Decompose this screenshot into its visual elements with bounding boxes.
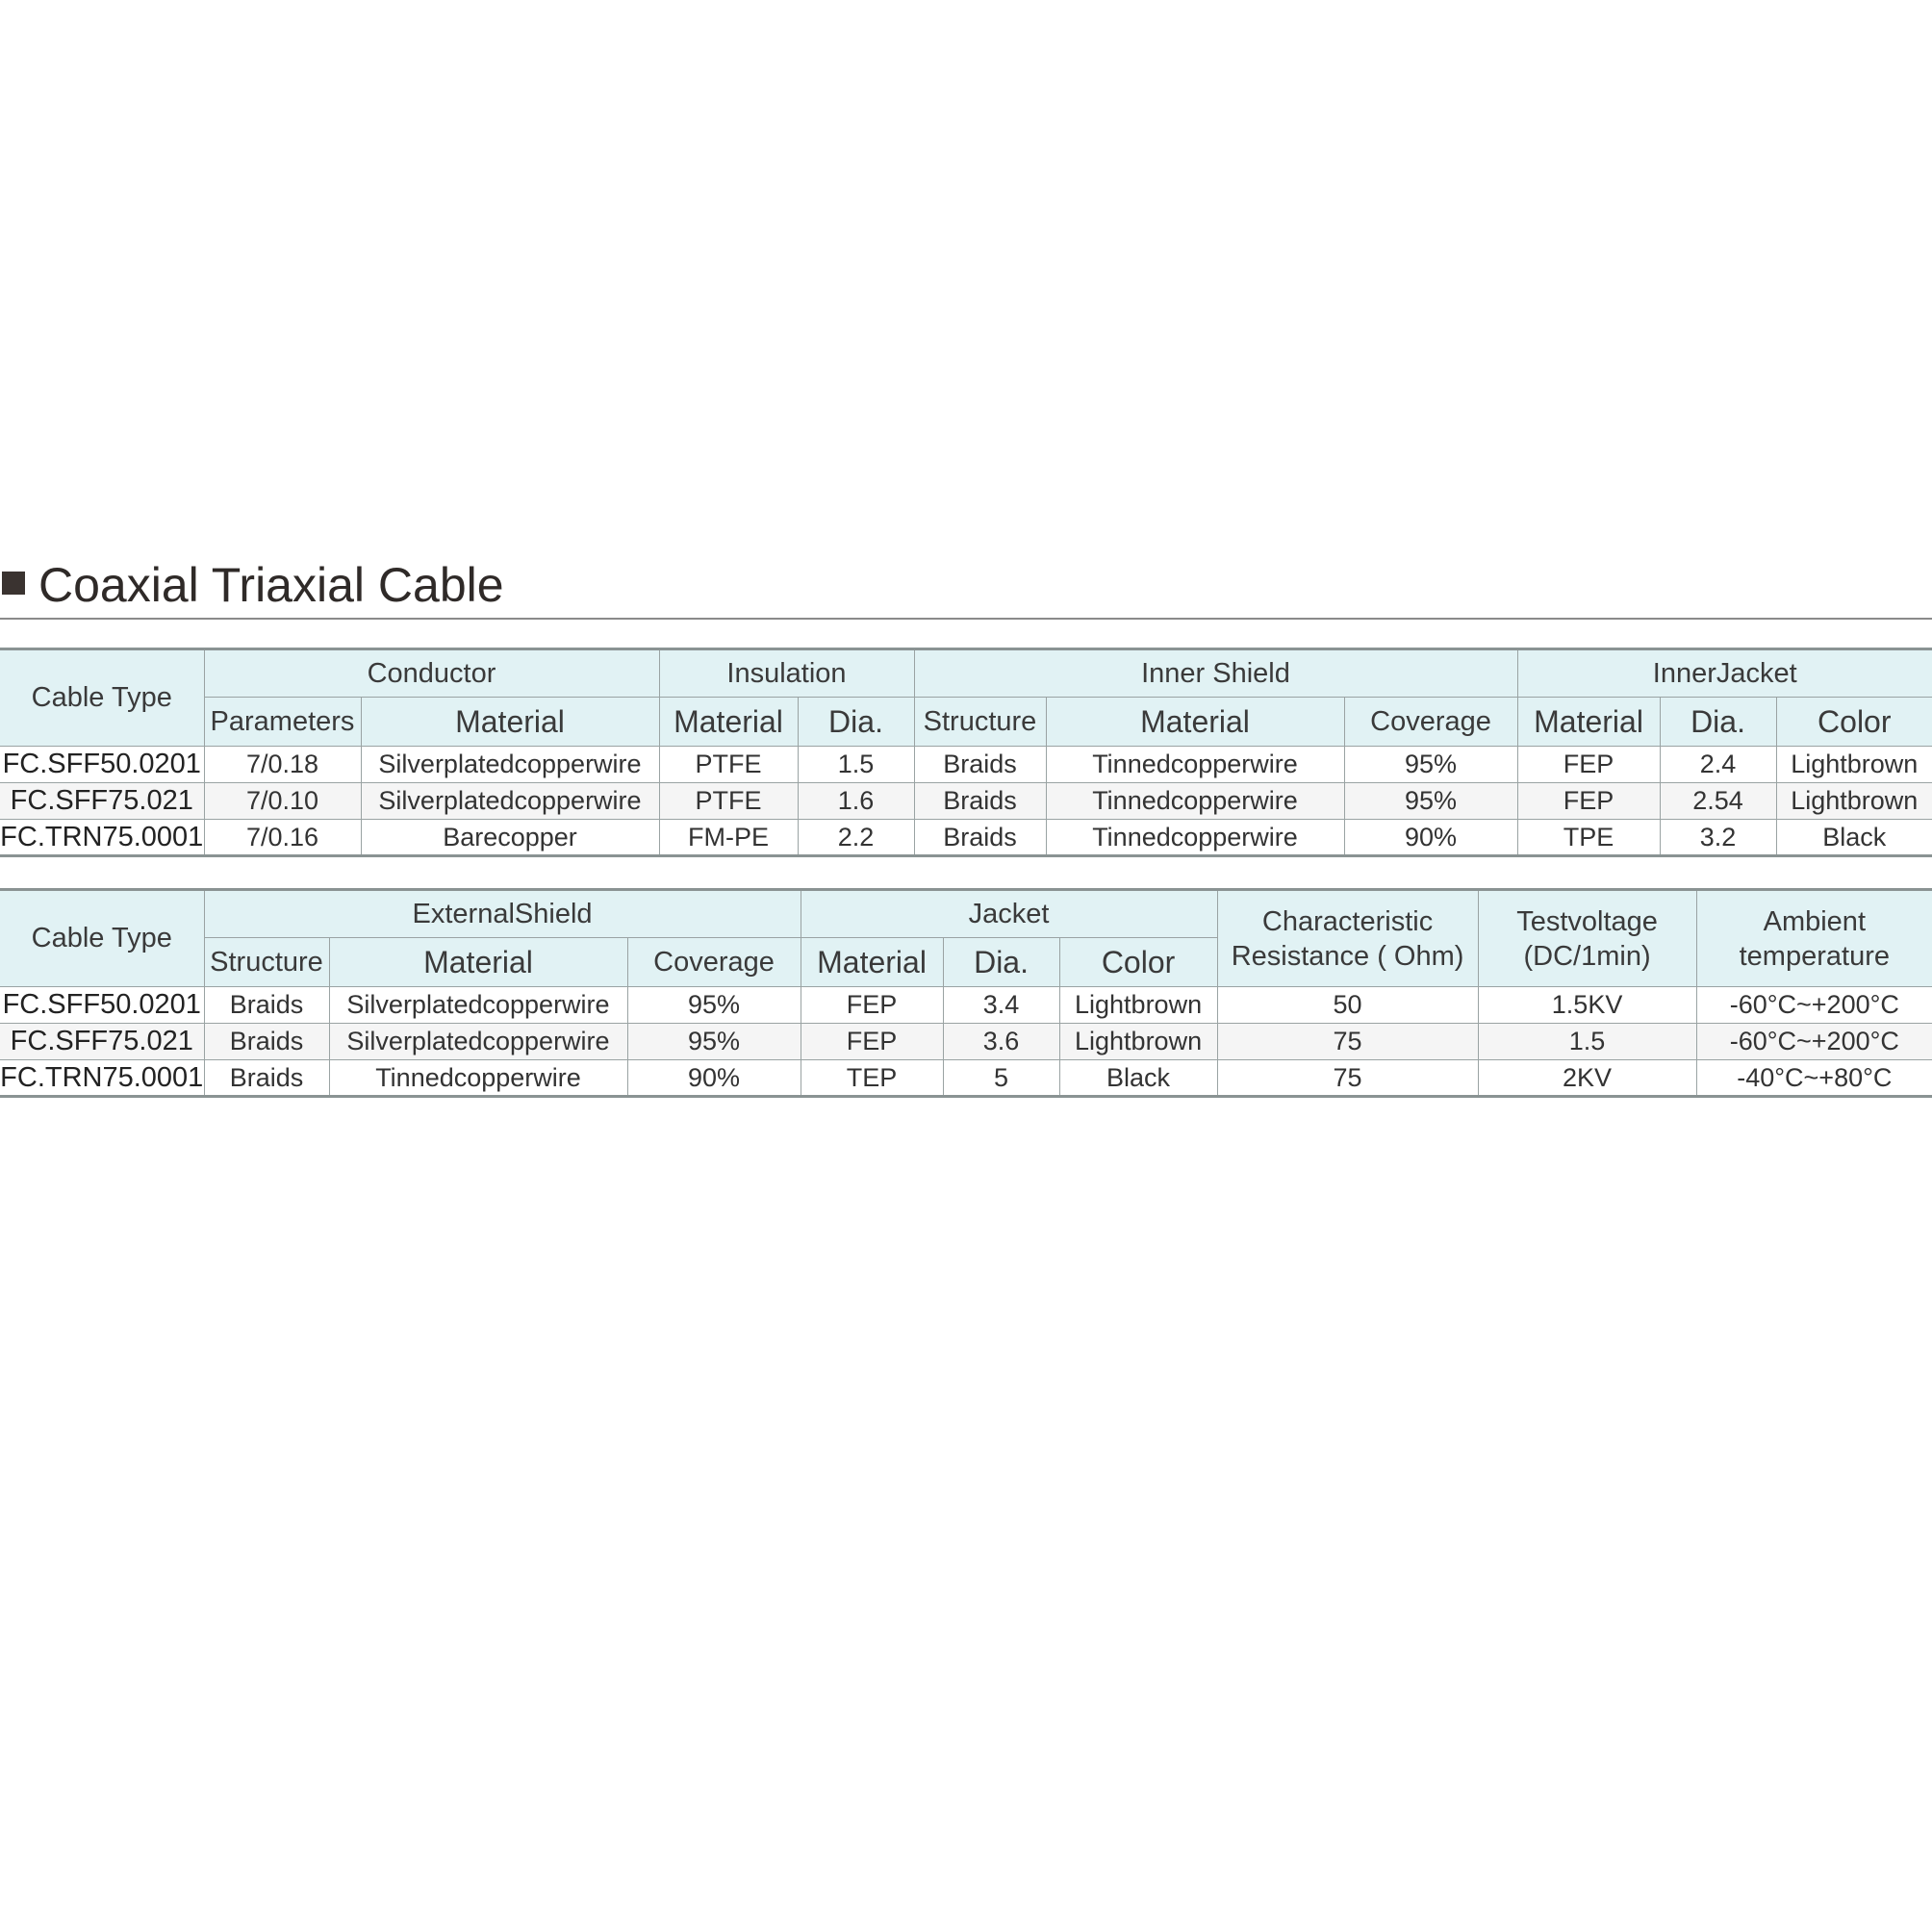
column-header: Dia.: [798, 698, 914, 747]
header-line: temperature: [1739, 940, 1890, 972]
table-group-header-row: [0, 890, 1932, 938]
table-cell: FEP: [1517, 783, 1660, 820]
section-title: Coaxial Triaxial Cable: [38, 558, 504, 612]
table-cell: 2KV: [1478, 1060, 1696, 1097]
characteristic-resistance-header: [1217, 890, 1478, 987]
table-cell: 7/0.18: [204, 747, 361, 783]
table-cell: FC.SFF75.021: [0, 1024, 204, 1060]
table-row: [0, 783, 1932, 820]
header-line: Characteristic: [1261, 905, 1434, 937]
table-cell: Black: [1059, 1060, 1217, 1097]
column-header: Coverage: [1344, 698, 1517, 747]
table-cell: FEP: [801, 1024, 943, 1060]
table-cell: Tinnedcopperwire: [329, 1060, 627, 1097]
table-cell: 1.5: [1478, 1024, 1696, 1060]
cable-type-header: Cable Type: [0, 649, 204, 747]
table-cell: 2.2: [798, 820, 914, 856]
table-row: [0, 1060, 1932, 1097]
column-header: Parameters: [204, 698, 361, 747]
table-cell: 2.54: [1660, 783, 1776, 820]
external-shield-group-header: ExternalShield: [204, 890, 801, 938]
table-row: [0, 1024, 1932, 1060]
table-cell: 2.4: [1660, 747, 1776, 783]
square-bullet-icon: [2, 572, 25, 595]
table-cell: 1.5KV: [1478, 987, 1696, 1024]
table-cell: PTFE: [659, 747, 798, 783]
table-cell: Lightbrown: [1059, 1024, 1217, 1060]
spec-table-inner: [0, 648, 1932, 857]
table-cell: 3.2: [1660, 820, 1776, 856]
table-cell: Braids: [204, 987, 329, 1024]
table-cell: FC.SFF50.0201: [0, 747, 204, 783]
column-header: Dia.: [943, 938, 1059, 987]
column-header: Material: [659, 698, 798, 747]
section-header: [0, 548, 1932, 620]
table-cell: 3.4: [943, 987, 1059, 1024]
table-cell: Tinnedcopperwire: [1046, 820, 1344, 856]
column-header: Structure: [914, 698, 1046, 747]
table-cell: 95%: [1344, 747, 1517, 783]
table-cell: 95%: [627, 987, 801, 1024]
column-header: Material: [1046, 698, 1344, 747]
table-cell: Lightbrown: [1059, 987, 1217, 1024]
table-cell: Lightbrown: [1776, 783, 1932, 820]
table-cell: Braids: [914, 747, 1046, 783]
header-line: (DC/1min): [1523, 940, 1651, 972]
table-cell: 50: [1217, 987, 1478, 1024]
table-cell: 3.6: [943, 1024, 1059, 1060]
table-cell: 1.5: [798, 747, 914, 783]
table-cell: 95%: [1344, 783, 1517, 820]
column-header: Structure: [204, 938, 329, 987]
table-cell: Silverplatedcopperwire: [329, 1024, 627, 1060]
table-cell: FM-PE: [659, 820, 798, 856]
table-cell: FEP: [801, 987, 943, 1024]
cable-type-header: Cable Type: [0, 890, 204, 987]
table-cell: 7/0.10: [204, 783, 361, 820]
table-cell: 90%: [1344, 820, 1517, 856]
table-cell: 1.6: [798, 783, 914, 820]
table-cell: TEP: [801, 1060, 943, 1097]
insulation-group-header: Insulation: [659, 649, 914, 698]
column-header: Dia.: [1660, 698, 1776, 747]
table-cell: 7/0.16: [204, 820, 361, 856]
table-cell: 90%: [627, 1060, 801, 1097]
table-cell: 5: [943, 1060, 1059, 1097]
test-voltage-header: [1478, 890, 1696, 987]
column-header: Color: [1059, 938, 1217, 987]
column-header: Color: [1776, 698, 1932, 747]
table-cell: FC.TRN75.0001: [0, 1060, 204, 1097]
table-row: [0, 987, 1932, 1024]
table-cell: Silverplatedcopperwire: [361, 783, 659, 820]
table-column-header-row: [0, 698, 1932, 747]
table-cell: Tinnedcopperwire: [1046, 747, 1344, 783]
header-line: Testvoltage: [1516, 905, 1658, 937]
spec-table-outer: [0, 888, 1932, 1098]
table-cell: 75: [1217, 1060, 1478, 1097]
table-row: [0, 820, 1932, 856]
table-cell: FC.SFF50.0201: [0, 987, 204, 1024]
jacket-group-header: Jacket: [801, 890, 1217, 938]
table-cell: Barecopper: [361, 820, 659, 856]
table-cell: Braids: [204, 1060, 329, 1097]
table-cell: FC.TRN75.0001: [0, 820, 204, 856]
table-cell: Silverplatedcopperwire: [329, 987, 627, 1024]
table-cell: Braids: [914, 820, 1046, 856]
column-header: Material: [801, 938, 943, 987]
table-cell: FC.SFF75.021: [0, 783, 204, 820]
table-row: [0, 747, 1932, 783]
table-cell: Lightbrown: [1776, 747, 1932, 783]
column-header: Material: [361, 698, 659, 747]
inner-jacket-group-header: InnerJacket: [1517, 649, 1932, 698]
table-cell: Tinnedcopperwire: [1046, 783, 1344, 820]
table-cell: -60°C~+200°C: [1696, 1024, 1932, 1060]
column-header: Material: [329, 938, 627, 987]
ambient-temperature-header: [1696, 890, 1932, 987]
header-line: Ambient: [1763, 905, 1866, 937]
column-header: Coverage: [627, 938, 801, 987]
table-cell: FEP: [1517, 747, 1660, 783]
column-header: Material: [1517, 698, 1660, 747]
table-cell: Braids: [204, 1024, 329, 1060]
table-cell: TPE: [1517, 820, 1660, 856]
table-cell: Black: [1776, 820, 1932, 856]
table-cell: Braids: [914, 783, 1046, 820]
table-group-header-row: [0, 649, 1932, 698]
inner-shield-group-header: Inner Shield: [914, 649, 1517, 698]
table-cell: 95%: [627, 1024, 801, 1060]
conductor-group-header: Conductor: [204, 649, 659, 698]
table-cell: 75: [1217, 1024, 1478, 1060]
table-cell: -60°C~+200°C: [1696, 987, 1932, 1024]
table-cell: Silverplatedcopperwire: [361, 747, 659, 783]
header-line: Resistance ( Ohm): [1231, 940, 1464, 972]
table-cell: PTFE: [659, 783, 798, 820]
table-cell: -40°C~+80°C: [1696, 1060, 1932, 1097]
